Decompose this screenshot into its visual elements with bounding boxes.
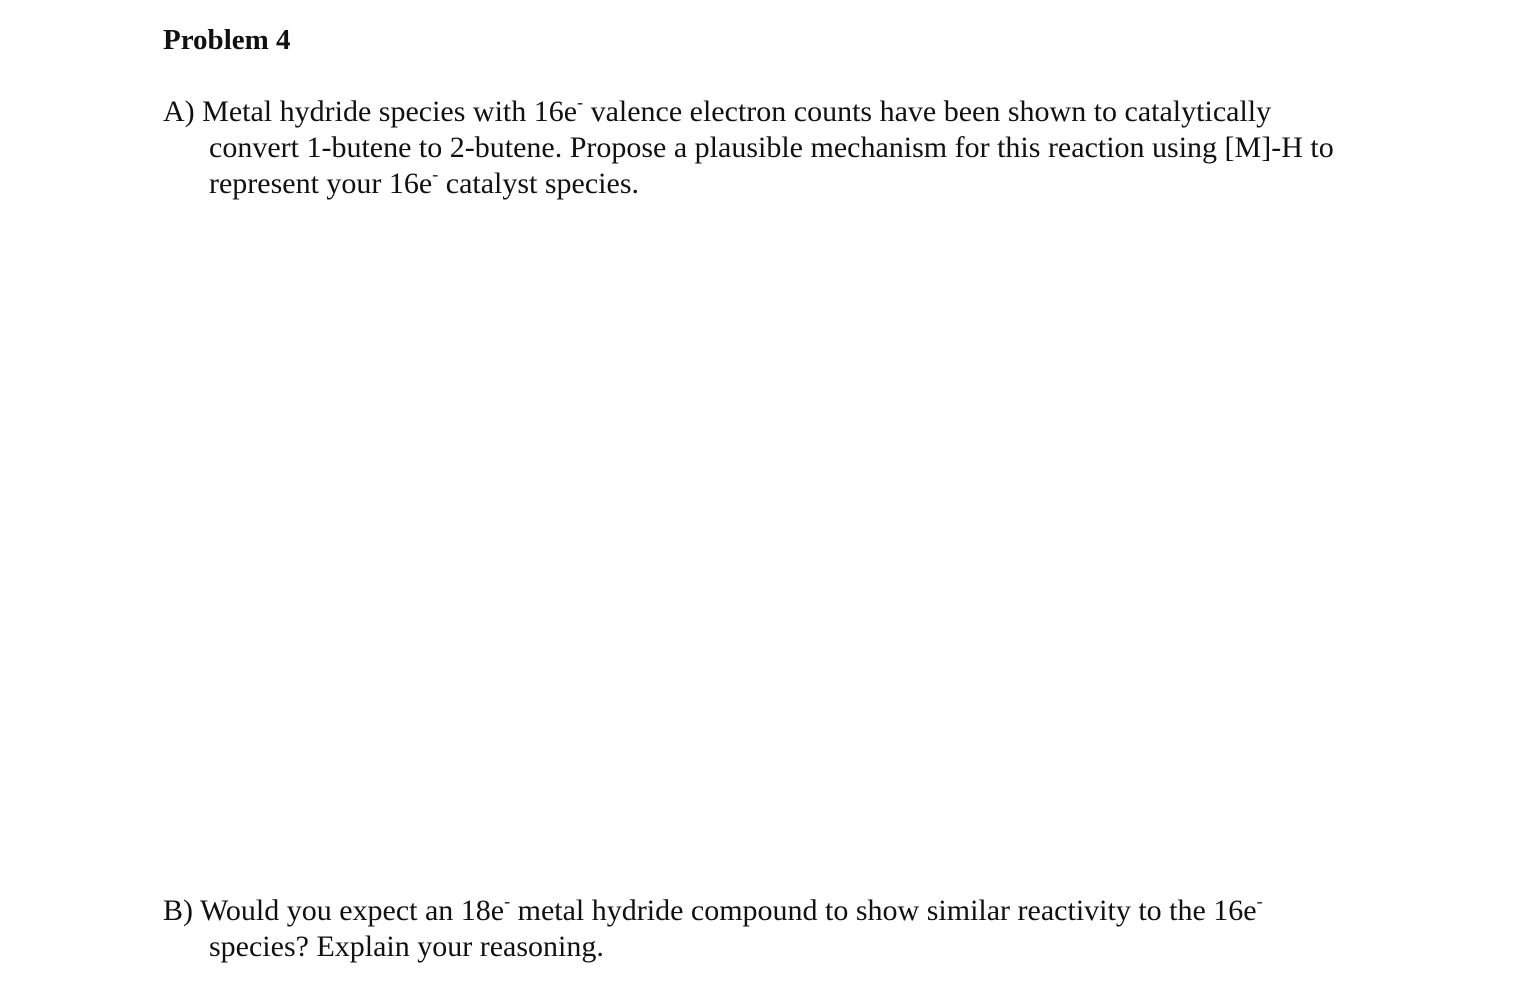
question-a-line-2: convert 1-butene to 2-butene. Propose a plausible mechanism for this reaction using [M]-H to	[209, 131, 1334, 164]
superscript-minus: -	[1256, 891, 1263, 911]
question-a-line-1: A) Metal hydride species with 16e- valence electron counts have been shown to catalytically	[163, 92, 1272, 128]
superscript-minus: -	[504, 891, 511, 911]
superscript-minus: -	[577, 92, 584, 112]
question-part-b	[163, 893, 1263, 965]
question-b-line-2: species? Explain your reasoning.	[209, 930, 604, 963]
superscript-minus: -	[432, 164, 439, 184]
question-a-line-3: represent your 16e- catalyst species.	[209, 164, 640, 200]
question-b-line-1: B) Would you expect an 18e- metal hydride compound to show similar reactivity to the 16e-	[163, 891, 1263, 927]
problem-title: Problem 4	[163, 24, 291, 56]
question-part-a	[163, 94, 1334, 202]
